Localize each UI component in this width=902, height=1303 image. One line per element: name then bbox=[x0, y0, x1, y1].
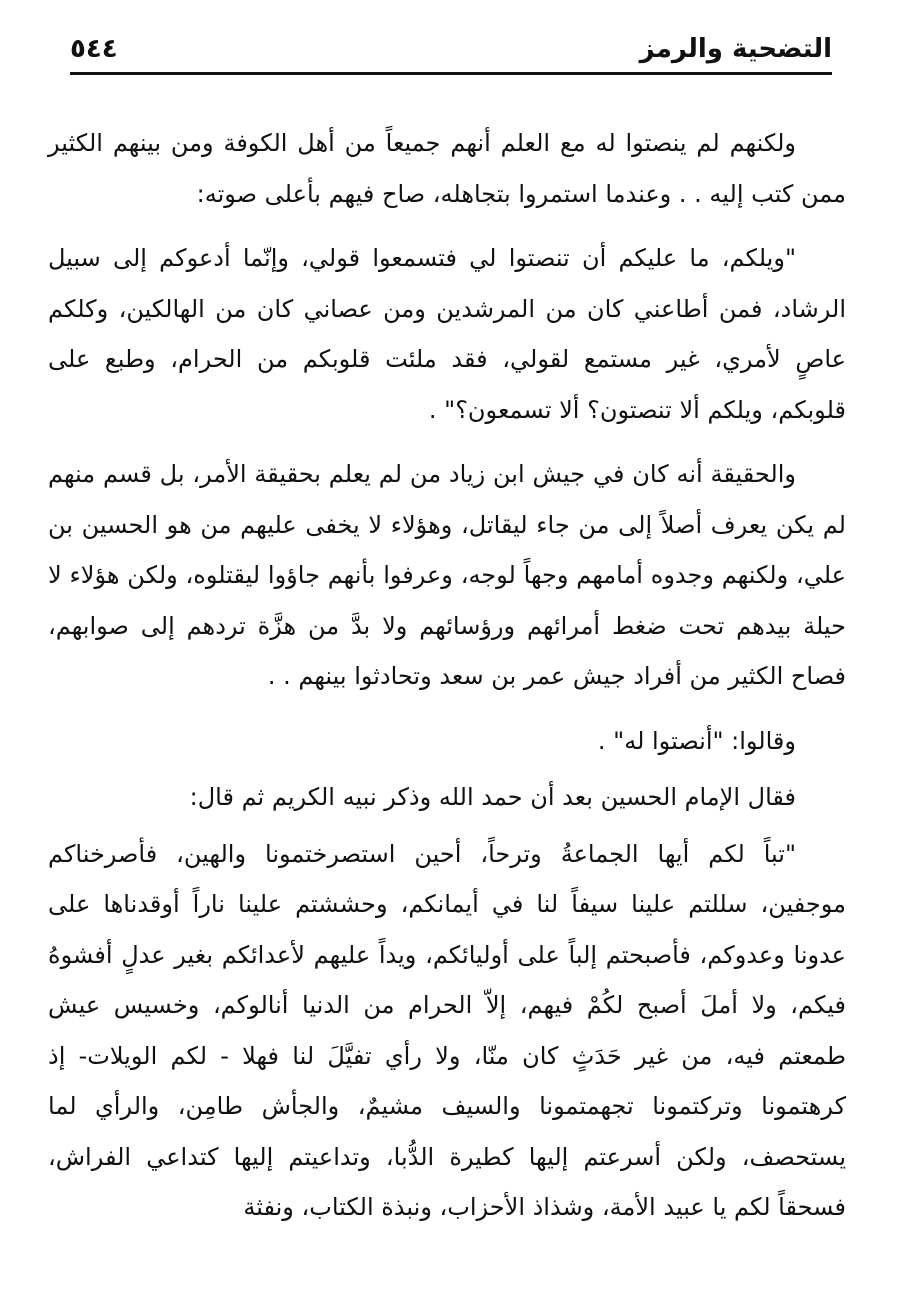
quote-paragraph: "ويلكم، ما عليكم أن تنصتوا لي فتسمعوا قولي، وإنّما أدعوكم إلى سبيل الرشاد، فمن أطاعني كان من المرشدين ومن عصاني كان من الهالكين، وكلكم عاصٍ لأمري، غير مستمع لقولي، فقد ملئت قلوبكم من الحرام، وطبع على قلوبكم، ويلكم ألا تنصتون؟ ألا تسمعون؟" . bbox=[48, 244, 846, 424]
running-title: التضحية والرمز bbox=[639, 34, 832, 64]
paragraph: ولكنهم لم ينصتوا له مع العلم أنهم جميعاً من أهل الكوفة ومن بينهم الكثير ممن كتب إليه . . وعندما استمروا بتجاهله، صاح فيهم بأعلى صوته: bbox=[48, 129, 846, 208]
header-rule bbox=[70, 72, 832, 75]
paragraph: وقالوا: "أنصتوا له" . bbox=[597, 726, 796, 755]
page-number: ٥٤٤ bbox=[70, 34, 118, 64]
paragraph: فقال الإمام الحسين بعد أن حمد الله وذكر نبيه الكريم ثم قال: bbox=[189, 783, 796, 811]
quote-paragraph: "تباً لكم أيها الجماعةُ وترحاً، أحين استصرختمونا والهين، فأصرخناكم موجفين، سللتم علينا سيفاً لنا في أيمانكم، وحششتم علينا ناراً أوقدناها على عدونا وعدوكم، فأصبحتم إلباً على أوليائكم، ويداً عليهم لأعدائكم بغير عدلٍ أفشوهُ فيكم، ولا أملَ أصبح لكُمْ فيهم، إلاّ الحرام من الدنيا أنالوكم، وخسيس عيش طمعتم فيه، من غير حَدَثٍ كان منّا، ولا رأي تفيَّلَ لنا فهلا - لكم الويلات- إذ كرهتمونا وتركتمونا تجهمتمونا والسيف مشيمٌ، والجأش طامِن، والرأي لما يستحصف، ولكن أسرعتم إليها كطيرة الدُّبا، وتداعيتم إليها كتداعي الفراش، فسحقاً لكم يا عبيد الأمة، وشذاذ الأحزاب، ونبذة الكتاب، ونفثة bbox=[48, 839, 846, 1221]
page-header bbox=[70, 28, 832, 76]
paragraph: والحقيقة أنه كان في جيش ابن زياد من لم يعلم بحقيقة الأمر، بل قسم منهم لم يكن يعرف أصلاً إلى من جاء ليقاتل، وهؤلاء لا يخفى عليهم من هو الحسين بن علي، ولكنهم وجدوه أمامهم وجهاً لوجه، وعرفوا بأنهم جاؤوا ليقتلوه، ولكن هؤلاء لا حيلة بيدهم تحت ضغط أمرائهم ورؤسائهم ولا بدَّ من هزَّة تردهم إلى صوابهم، فصاح الكثير من أفراد جيش عمر بن سعد وتحادثوا بينهم . . bbox=[48, 460, 846, 690]
page-body bbox=[48, 118, 846, 1247]
